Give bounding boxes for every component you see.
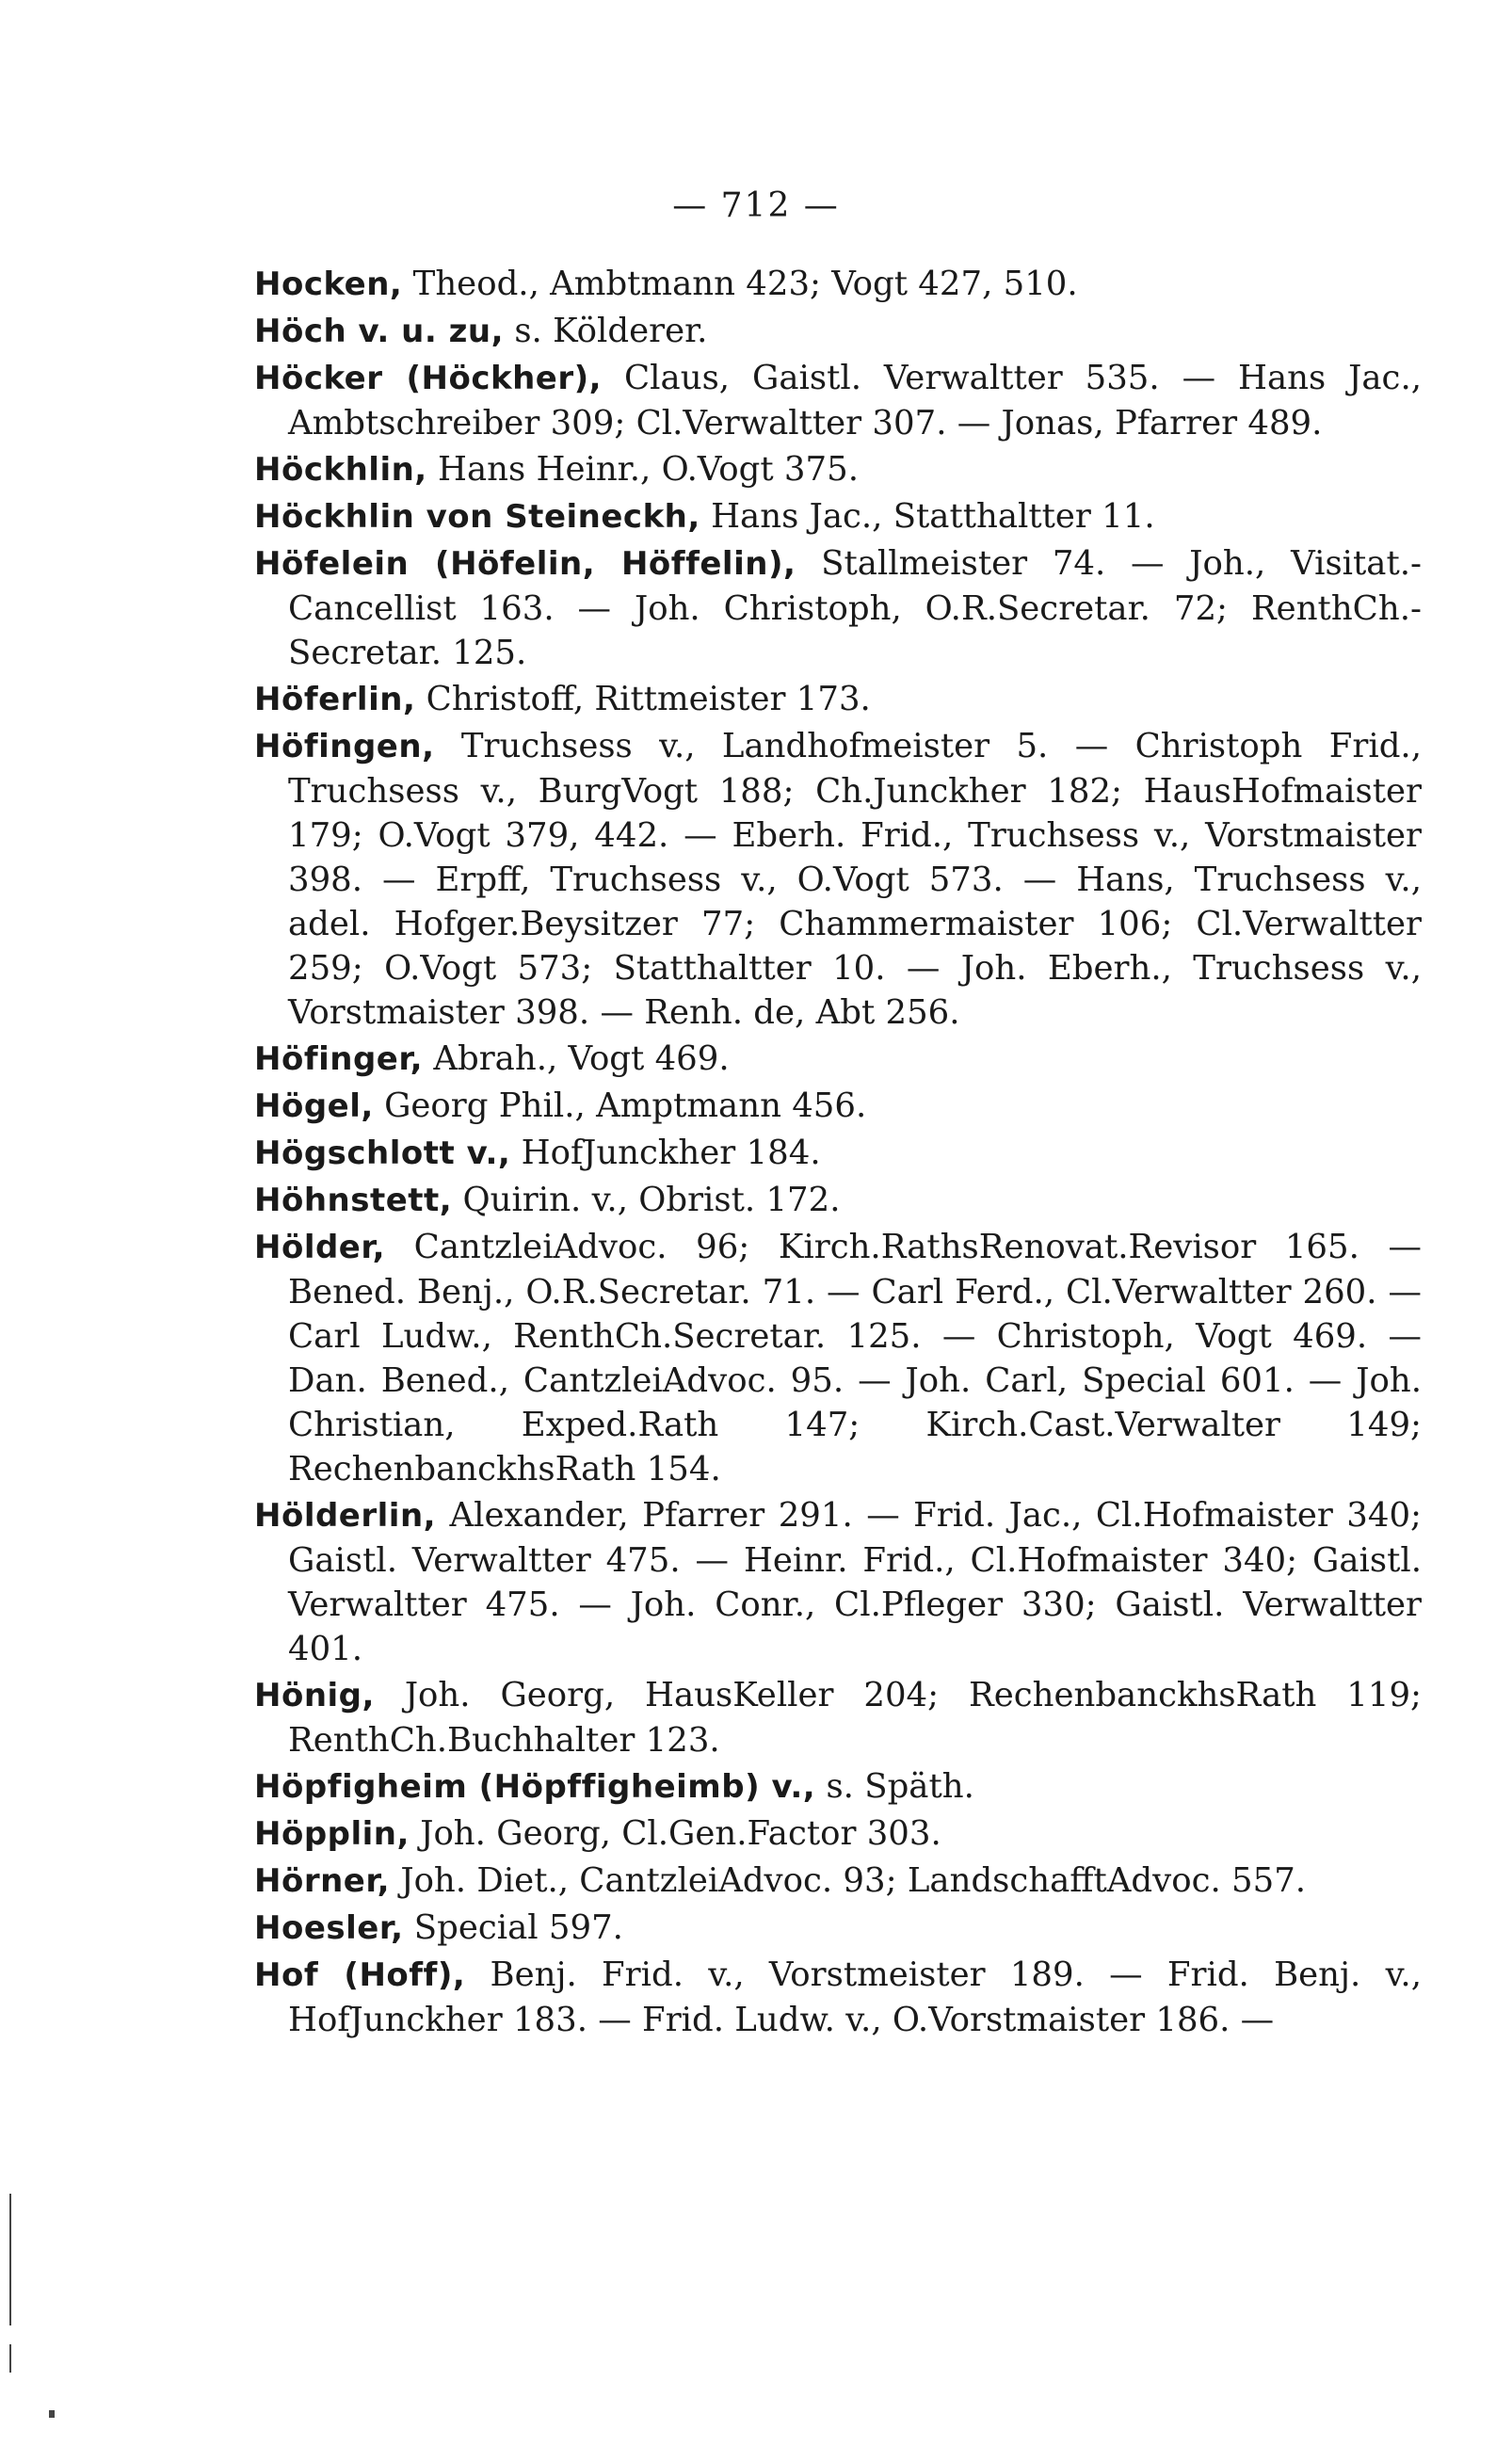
entry-headword: Hönig, xyxy=(254,1677,375,1714)
index-entry xyxy=(254,1673,1422,1762)
index-entry xyxy=(254,1037,1422,1082)
entry-text: Theod., Ambtmann 423; Vogt 427, 510. xyxy=(402,265,1078,303)
scan-edge-mark xyxy=(49,2410,55,2418)
scan-edge-mark xyxy=(9,2194,11,2325)
entry-headword: Hof (Hoff), xyxy=(254,1956,466,1994)
entry-headword: Höckhlin von Steineckh, xyxy=(254,498,700,536)
index-entry xyxy=(254,1493,1422,1671)
entry-headword: Högel, xyxy=(254,1087,374,1125)
index-entry xyxy=(254,1859,1422,1904)
index-entry xyxy=(254,356,1422,445)
entry-text: Joh. Diet., CantzleiAdvoc. 93; LandschafftAdvoc. 557. xyxy=(390,1861,1307,1900)
index-entry xyxy=(254,1811,1422,1857)
entry-text: Abrah., Vogt 469. xyxy=(423,1039,730,1078)
index-entry xyxy=(254,724,1422,1035)
entry-headword: Hocken, xyxy=(254,266,403,303)
index-entry xyxy=(254,309,1422,354)
entry-headword: Höfelein (Höfelin, Höffelin), xyxy=(254,545,796,583)
entry-headword: Hölder, xyxy=(254,1229,386,1266)
entry-headword: Höpfigheim (Höpffigheimb) v., xyxy=(254,1768,816,1806)
index-entry xyxy=(254,1764,1422,1810)
scan-edge-mark xyxy=(9,2344,11,2373)
index-entry xyxy=(254,1178,1422,1223)
index-entries xyxy=(254,262,1422,2044)
entry-text: CantzleiAdvoc. 96; Kirch.RathsRenovat.Revisor 165. — Bened. Benj., O.R.Secretar. 71. — Carl Ferd., Cl.Verwaltter 260. — Carl Ludw., RenthCh.Secretar. 125. — Christoph, Vogt 469. — Dan. Bened., CantzleiAdvoc. 95. — Joh. Carl, Special 601. — Joh. Christian, Exped.Rath 147; Kirch.Cast.Verwalter 149; RechenbanckhsRath 154. xyxy=(288,1228,1422,1488)
index-entry xyxy=(254,1131,1422,1176)
entry-text: Quirin. v., Obrist. 172. xyxy=(452,1181,841,1219)
entry-headword: Hörner, xyxy=(254,1862,391,1900)
entry-text: Stallmeister 74. — Joh., Visitat.-Cancellist 163. — Joh. Christoph, O.R.Secretar. 72; RenthCh.-Secretar. 125. xyxy=(288,544,1422,672)
index-entry xyxy=(254,494,1422,539)
entry-text: Hans Heinr., O.Vogt 375. xyxy=(426,450,859,489)
entry-text: Hans Jac., Statthaltter 11. xyxy=(700,497,1155,536)
index-entry xyxy=(254,677,1422,722)
entry-text: Joh. Georg, HausKeller 204; RechenbanckhsRath 119; RenthCh.Buchhalter 123. xyxy=(288,1676,1422,1760)
entry-headword: Höckhlin, xyxy=(254,451,427,489)
entry-text: HofJunckher 184. xyxy=(510,1134,821,1172)
entry-text: s. Späth. xyxy=(815,1767,974,1806)
entry-headword: Höfinger, xyxy=(254,1040,424,1078)
entry-headword: Höpplin, xyxy=(254,1815,410,1853)
entry-headword: Höferlin, xyxy=(254,681,416,718)
entry-text: Georg Phil., Amptmann 456. xyxy=(373,1086,867,1125)
index-entry xyxy=(254,1084,1422,1129)
page-number: — 712 — xyxy=(672,186,840,225)
entry-text: Special 597. xyxy=(403,1908,623,1947)
entry-text: Alexander, Pfarrer 291. — Frid. Jac., Cl.Hofmaister 340; Gaistl. Verwaltter 475. — Heinr. Frid., Cl.Hofmaister 340; Gaistl. Verwaltter 475. — Joh. Conr., Cl.Pfleger 330; Gaistl. Verwaltter 401. xyxy=(288,1496,1422,1668)
entry-headword: Höch v. u. zu, xyxy=(254,313,505,350)
entry-text: Benj. Frid. v., Vorstmeister 189. — Frid. Benj. v., HofJunckher 183. — Frid. Ludw. v., O.Vorstmaister 186. — xyxy=(288,1955,1422,2039)
entry-headword: Höfingen, xyxy=(254,728,435,765)
entry-text: s. Kölderer. xyxy=(504,312,708,350)
index-entry xyxy=(254,541,1422,675)
index-entry xyxy=(254,1953,1422,2042)
index-entry xyxy=(254,1225,1422,1491)
index-entry xyxy=(254,447,1422,492)
index-entry xyxy=(254,262,1422,307)
entry-text: Truchsess v., Landhofmeister 5. — Christoph Frid., Truchsess v., BurgVogt 188; Ch.Junckher 182; HausHofmaister 179; O.Vogt 379, 442. — Eberh. Frid., Truchsess v., Vorstmaister 398. — Erpff, Truchsess v., O.Vogt 573. — Hans, Truchsess v., adel. Hofger.Beysitzer 77; Chammermaister 106; Cl.Verwaltter 259; O.Vogt 573; Statthaltter 10. — Joh. Eberh., Truchsess v., Vorstmaister 398. — Renh. de, Abt 256. xyxy=(288,727,1422,1032)
entry-headword: Höhnstett, xyxy=(254,1182,453,1219)
entry-headword: Hoesler, xyxy=(254,1909,404,1947)
entry-headword: Höcker (Höckher), xyxy=(254,360,603,397)
index-entry xyxy=(254,1906,1422,1951)
entry-headword: Hölderlin, xyxy=(254,1497,437,1535)
entry-text: Joh. Georg, Cl.Gen.Factor 303. xyxy=(409,1814,941,1853)
entry-text: Claus, Gaistl. Verwaltter 535. — Hans Jac., Ambtschreiber 309; Cl.Verwaltter 307. — Jonas, Pfarrer 489. xyxy=(288,359,1423,443)
entry-headword: Högschlott v., xyxy=(254,1134,511,1172)
entry-text: Christoff, Rittmeister 173. xyxy=(415,680,871,718)
